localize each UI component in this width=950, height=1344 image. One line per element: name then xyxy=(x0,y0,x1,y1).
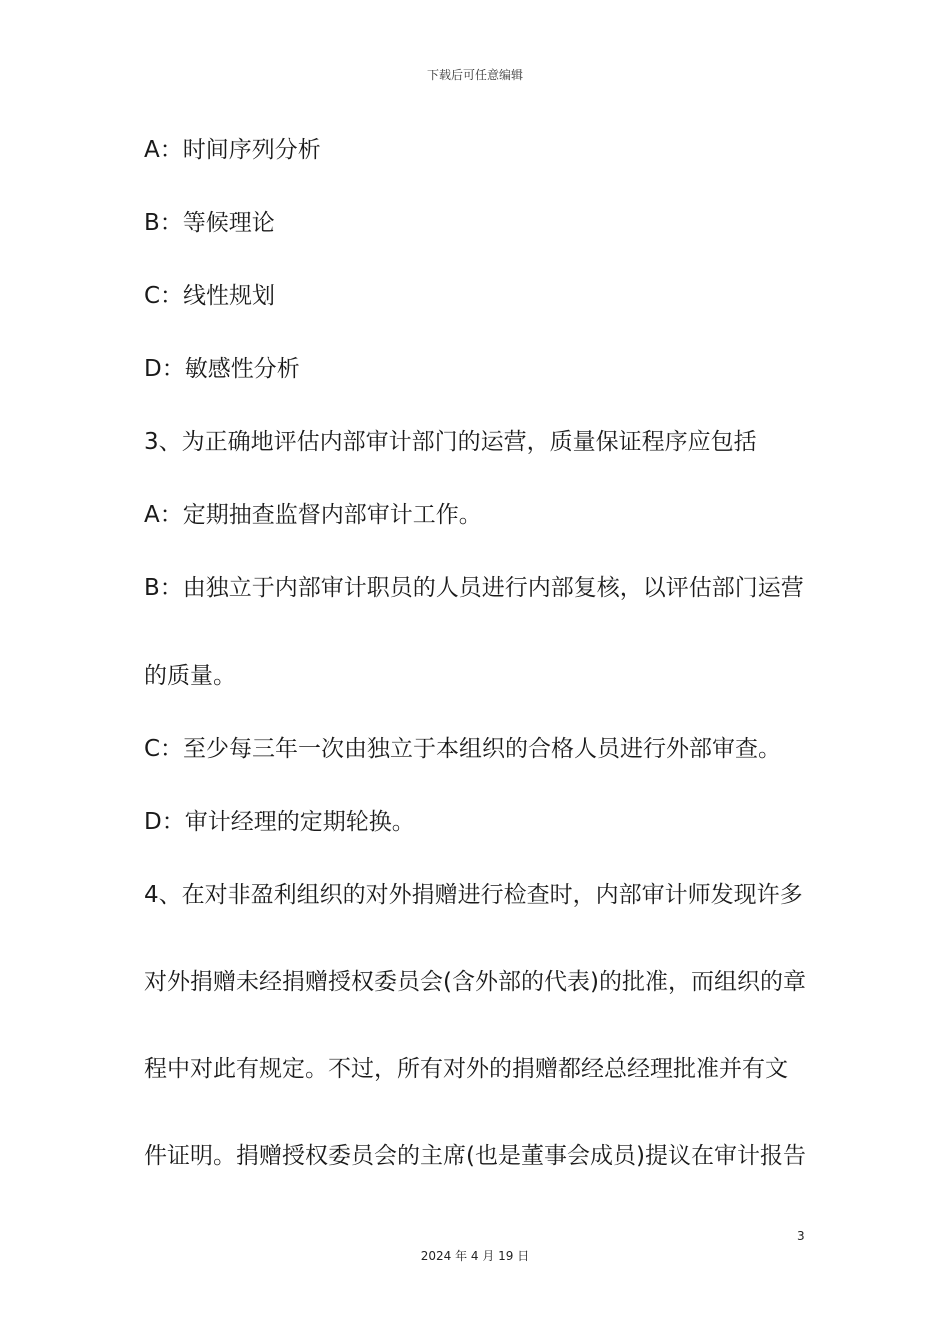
page-footer-date: 2024 年 4 月 19 日 xyxy=(420,1249,530,1263)
page-header: 下载后可任意编辑 xyxy=(426,68,523,82)
question-4-line1: 4、在对非盈利组织的对外捐赠进行检查时，内部审计师发现许多 xyxy=(144,882,803,908)
q3-option-b-line1: B：由独立于内部审计职员的人员进行内部复核，以评估部门运营 xyxy=(144,575,804,601)
q3-option-b-line2: 的质量。 xyxy=(144,663,236,689)
question-4-line2: 对外捐赠未经捐赠授权委员会(含外部的代表)的批准，而组织的章 xyxy=(144,969,806,995)
question-4-line4: 件证明。捐赠授权委员会的主席(也是董事会成员)提议在审计报告 xyxy=(144,1143,806,1169)
option-a-time-series: A：时间序列分析 xyxy=(144,137,321,163)
option-c-linear-programming: C：线性规划 xyxy=(144,283,276,309)
q3-option-a: A：定期抽查监督内部审计工作。 xyxy=(144,502,482,528)
option-b-queuing-theory: B：等候理论 xyxy=(144,210,275,236)
question-3-text: 3、为正确地评估内部审计部门的运营，质量保证程序应包括 xyxy=(144,429,757,455)
q3-option-c: C：至少每三年一次由独立于本组织的合格人员进行外部审查。 xyxy=(144,736,782,762)
question-4-line3: 程中对此有规定。不过，所有对外的捐赠都经总经理批准并有文 xyxy=(144,1056,788,1082)
option-d-sensitivity-analysis: D：敏感性分析 xyxy=(144,356,300,382)
q3-option-d: D：审计经理的定期轮换。 xyxy=(144,809,415,835)
page-number: 3 xyxy=(797,1229,805,1243)
